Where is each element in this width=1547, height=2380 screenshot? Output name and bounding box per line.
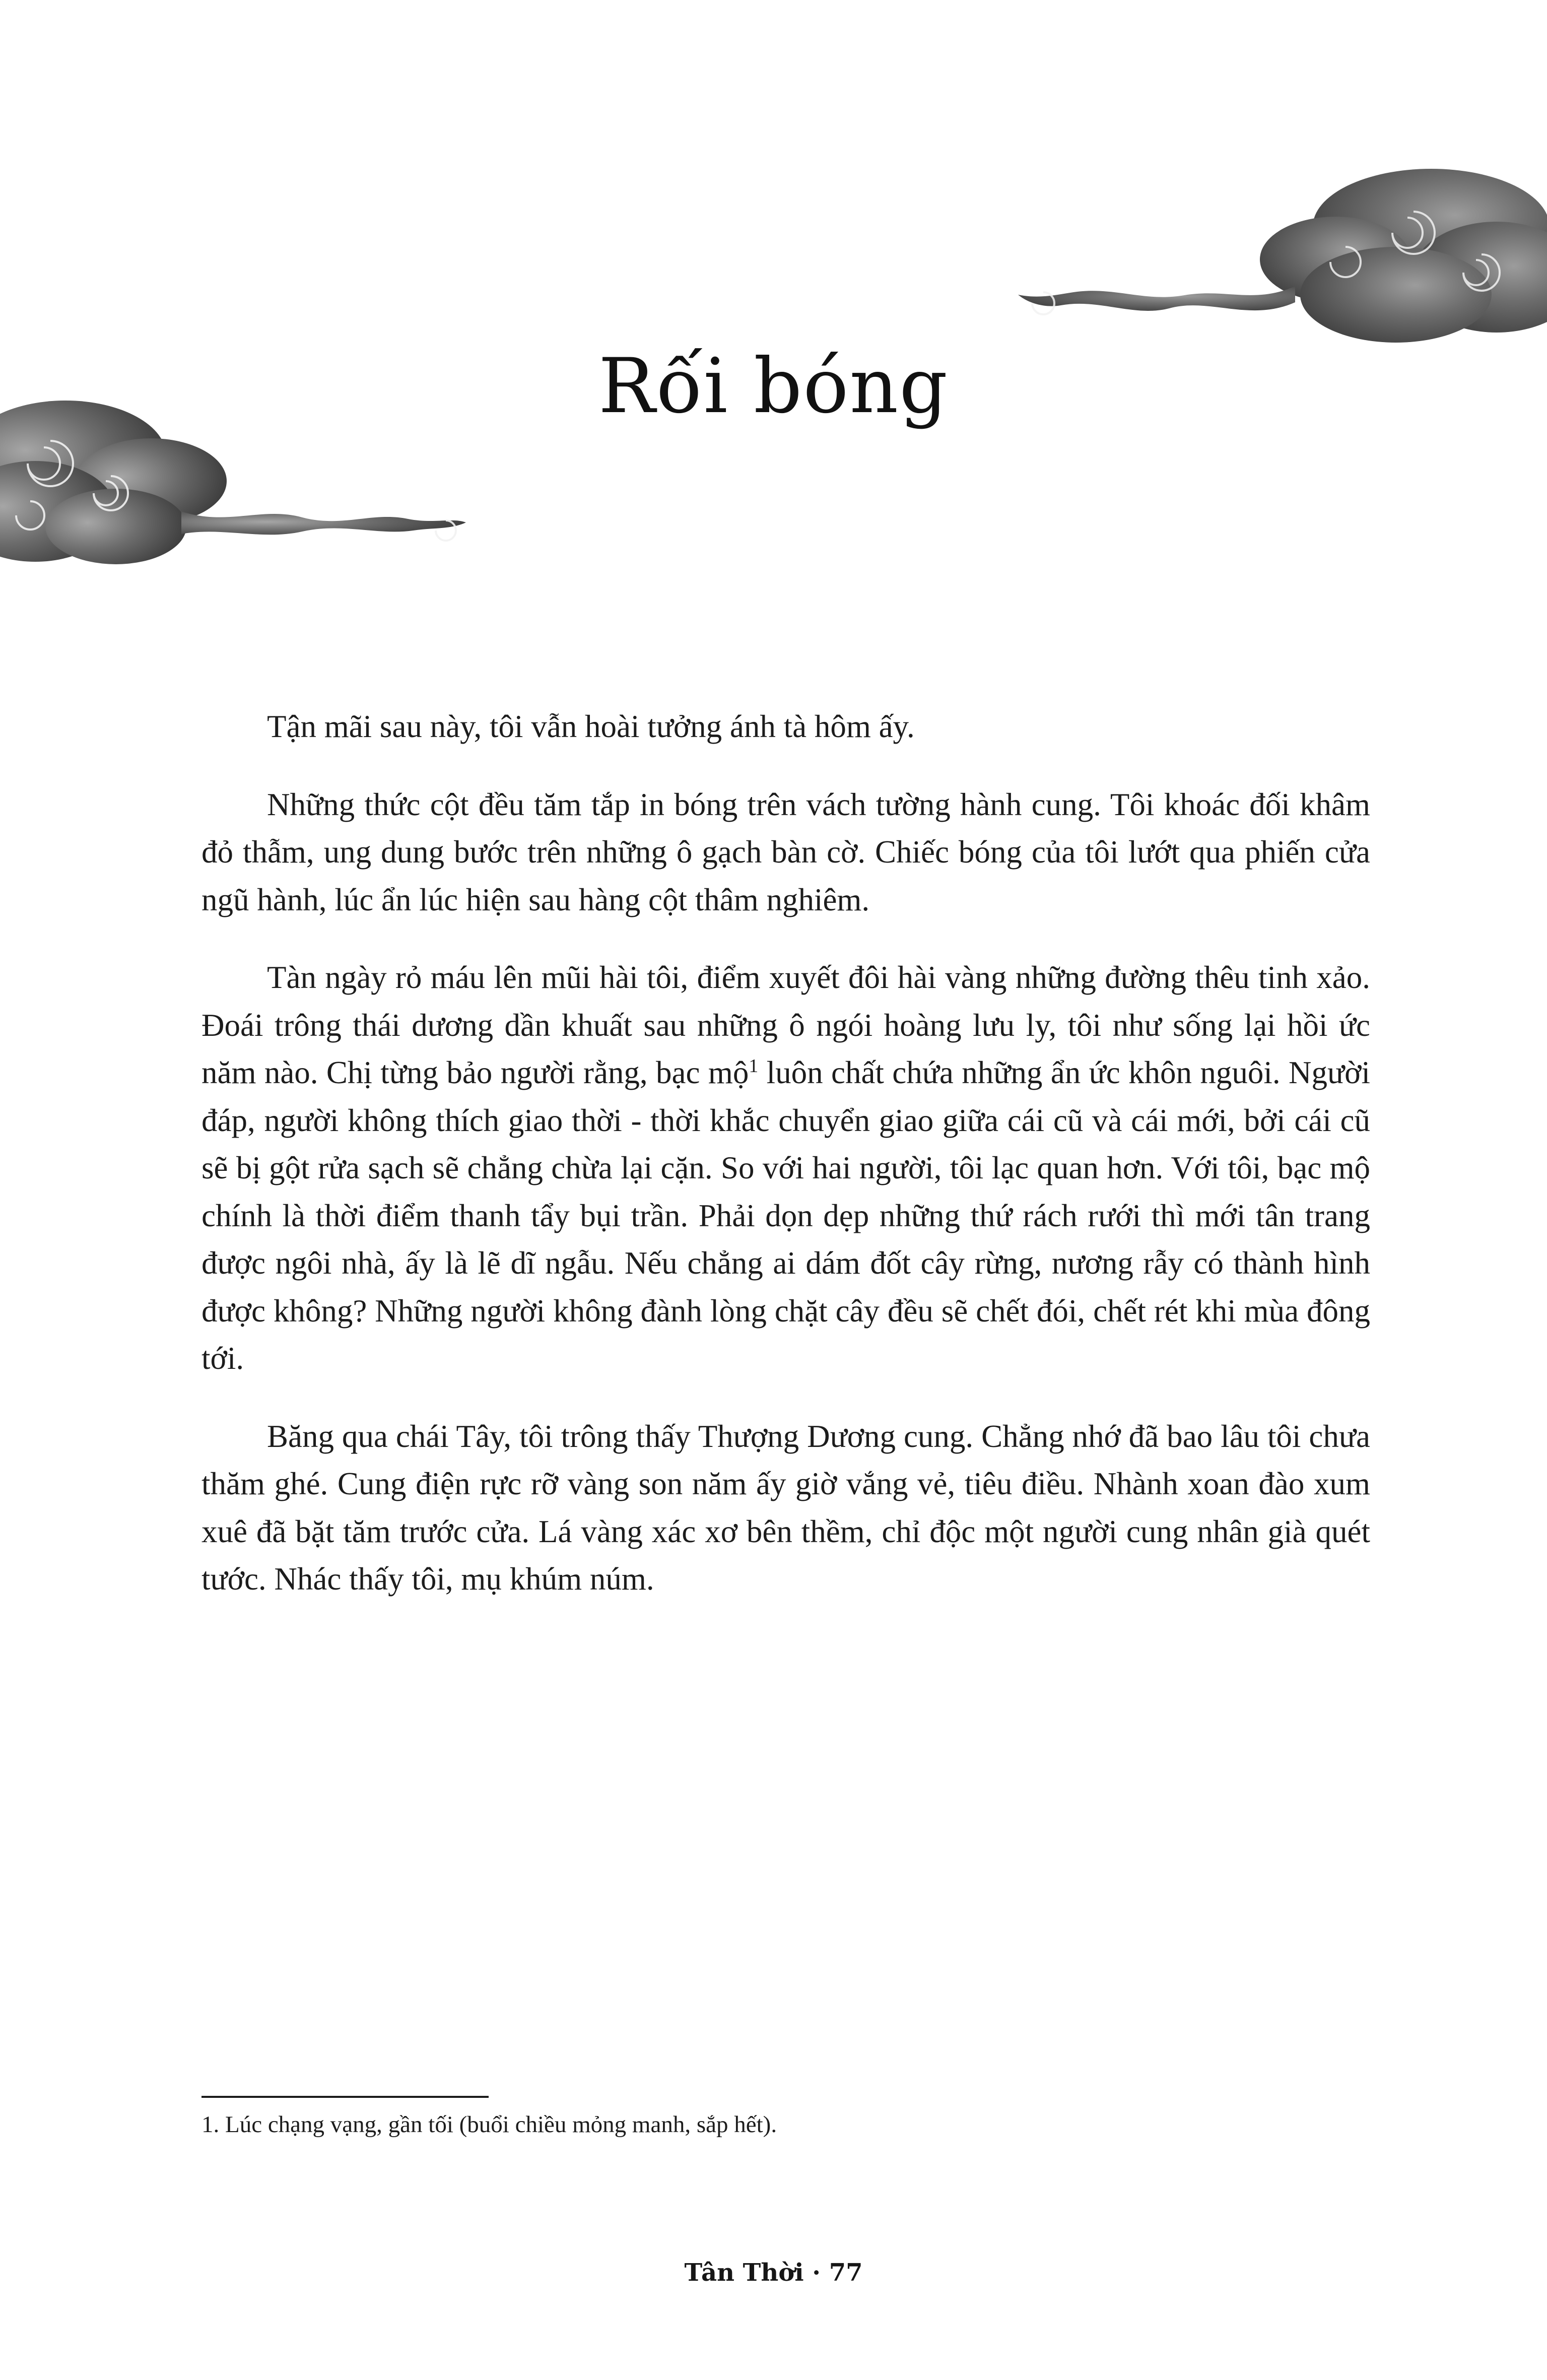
- footnote-reference: 1: [749, 1055, 759, 1077]
- running-title: Tân Thời: [684, 2259, 804, 2287]
- footnote-area: [201, 2096, 1370, 2141]
- paragraph-2: Những thức cột đều tăm tắp in bóng trên vách tường hành cung. Tôi khoác đối khâm đỏ thẫm, ung dung bước trên những ô gạch bàn cờ. Chiếc bóng của tôi lướt qua phiến cửa ngũ hành, lúc ẩn lúc hiện sau hàng cột thâm nghiêm.: [201, 786, 1370, 917]
- footnote-text: 1. Lúc chạng vạng, gần tối (buổi chiều mỏng manh, sắp hết).: [201, 2111, 777, 2138]
- chapter-title: Rối bóng: [598, 343, 949, 430]
- body-text: [201, 703, 1370, 1633]
- paragraph-3: [201, 954, 1370, 1382]
- footnote-divider: [201, 2096, 489, 2098]
- paragraph-3-text-after: luôn chất chứa những ẩn ức khôn nguôi. Người đáp, người không thích giao thời - thời khắc chuyển giao giữa cái cũ và cái mới, bởi cái cũ sẽ bị gột rửa sạch sẽ chẳng chừa lại cặn. So với hai người, tôi lạc quan hơn. Với tôi, bạc mộ chính là thời điểm thanh tẩy bụi trần. Phải dọn dẹp những thứ rách rưới thì mới tân trang được ngôi nhà, ấy là lẽ dĩ ngẫu. Nếu chẳng ai dám đốt cây rừng, nương rẫy có thành hình được không? Những người không đành lòng chặt cây đều sẽ chết đói, chết rét khi mùa đông tới.: [201, 1055, 1370, 1376]
- footer-separator: ·: [803, 2259, 829, 2287]
- ink-cloud-icon-right: [1013, 151, 1547, 363]
- page-number: 77: [829, 2259, 863, 2287]
- paragraph-3-text-before: Tàn ngày rỏ máu lên mũi hài tôi, điểm xuyết đôi hài vàng những đường thêu tinh xảo. Đoái trông thái dương dần khuất sau những ô ngói hoàng lưu ly, tôi như sống lại hồi ức năm nào. Chị từng bảo người rằng, bạc mộ: [201, 960, 1370, 1090]
- paragraph-1: Tận mãi sau này, tôi vẫn hoài tưởng ánh tà hôm ấy.: [267, 709, 915, 744]
- paragraph-4: Băng qua chái Tây, tôi trông thấy Thượng Dương cung. Chẳng nhớ đã bao lâu tôi chưa thăm ghé. Cung điện rực rỡ vàng son năm ấy giờ vắng vẻ, tiêu điều. Nhành xoan đào xum xuê đã bặt tăm trước cửa. Lá vàng xác xơ bên thềm, chỉ độc một người cung nhân già quét tước. Nhác thấy tôi, mụ khúm núm.: [201, 1418, 1370, 1597]
- page-footer: [0, 2259, 1547, 2287]
